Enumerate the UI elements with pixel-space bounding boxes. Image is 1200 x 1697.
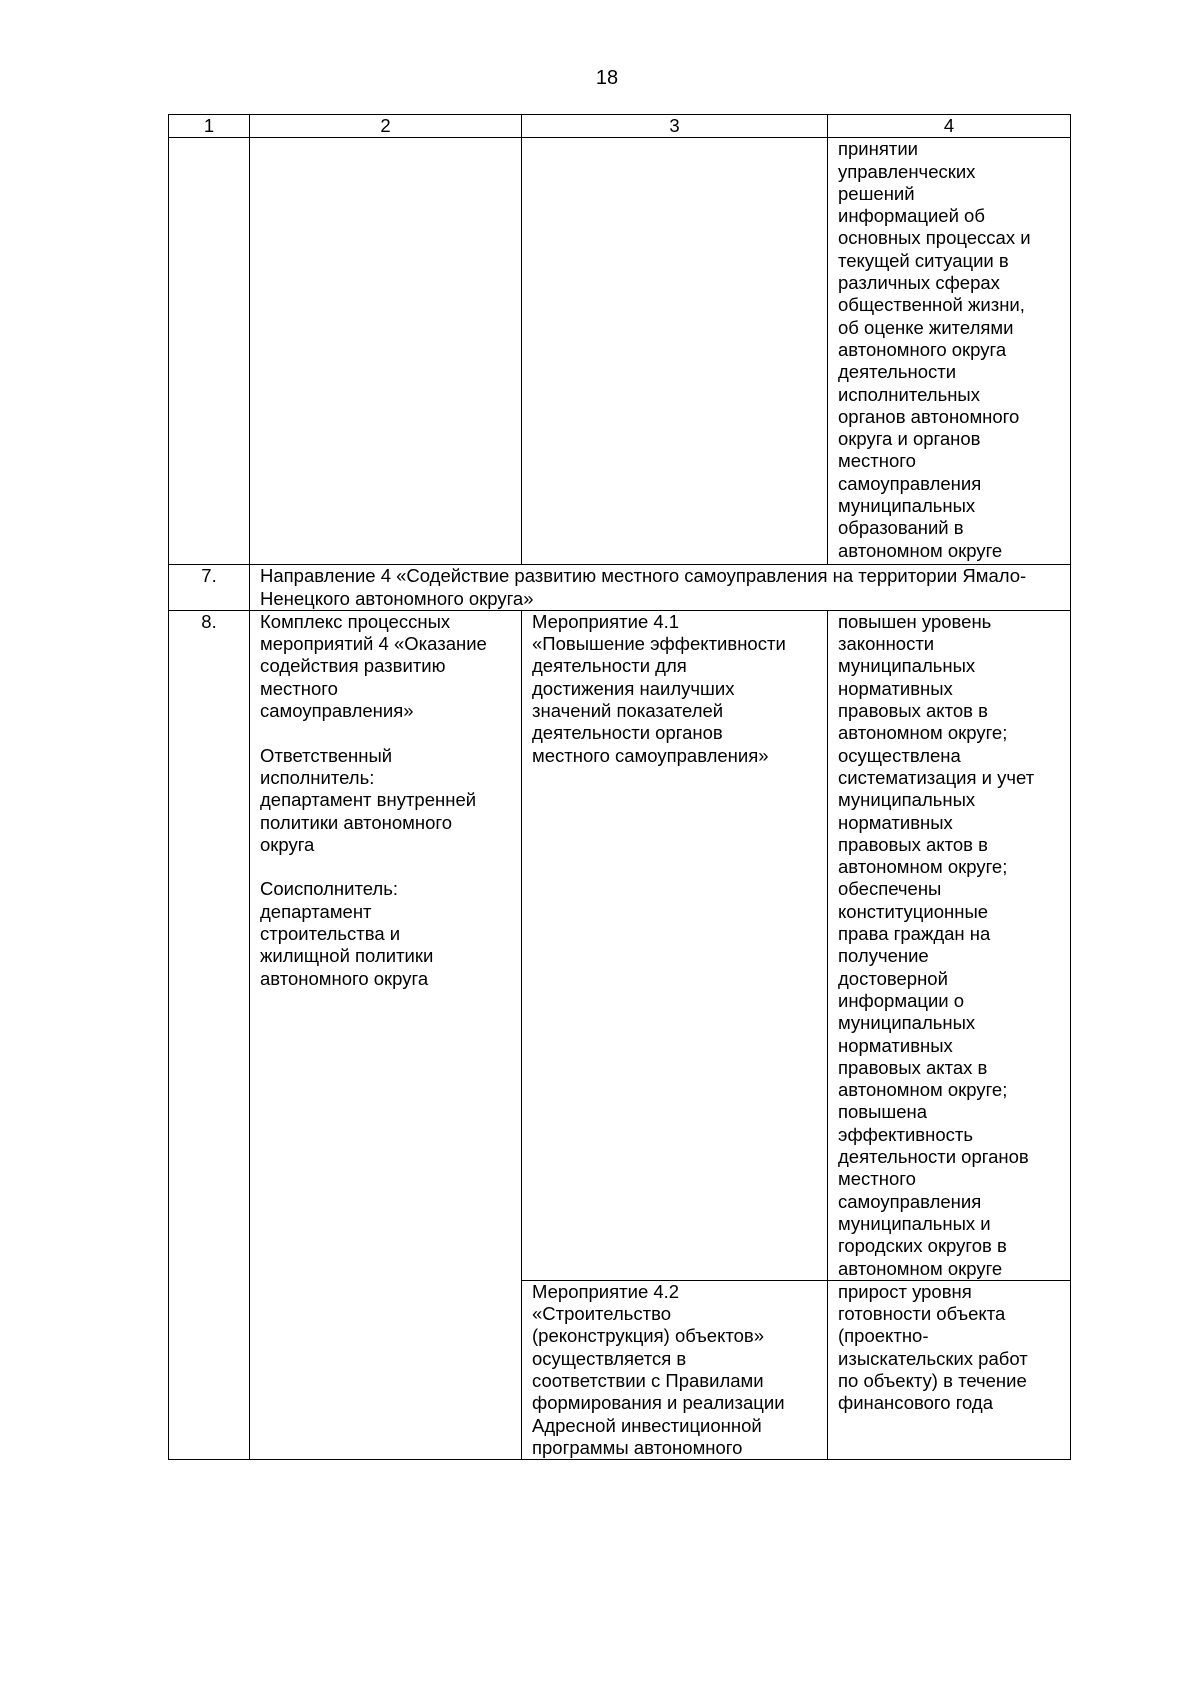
activity-4-2-title: Мероприятие 4.2 «Строительство (реконструкция) объектов» осуществляется в соответствии с Правилами формирования и реализации Адресной инвестиционной программы автономного bbox=[522, 1280, 828, 1459]
column-number-3: 3 bbox=[522, 115, 828, 138]
column-number-1: 1 bbox=[169, 115, 250, 138]
continuation-result-text: принятии управленческих решений информацией об основных процессах и текущей ситуации в различных сферах общественной жизни, об оценке жителями автономного округа деятельности исполнительных органов автономного округа и органов местного самоуправления муниципальных образований в автономном округе bbox=[828, 138, 1071, 565]
activity-4-1-result: повышен уровень законности муниципальных нормативных правовых актов в автономном округе; осуществлена систематизация и учет муниципальных нормативных правовых актов в автономном округе; обеспечены конституционные права граждан на получение достоверной информации о муниципальных нормативных правовых актах в автономном округе; повышена эффективность деятельности органов местного самоуправления муниципальных и городских округов в автономном округе bbox=[828, 610, 1071, 1280]
activity-4-2-result: прирост уровня готовности объекта (проектно- изыскательских работ по объекту) в течение финансового года bbox=[828, 1280, 1071, 1459]
table-row-continuation bbox=[169, 138, 1071, 565]
column-number-2: 2 bbox=[250, 115, 522, 138]
continuation-cell-3 bbox=[522, 138, 828, 565]
process-complex-description: Комплекс процессных мероприятий 4 «Оказание содействия развитию местного самоуправления» Ответственный исполнитель: департамент внутренней политики автономного округа Соисполнитель: департамент строительства и жилищной политики автономного округа bbox=[250, 610, 522, 1459]
page-number: 18 bbox=[595, 67, 619, 89]
direction-heading: Направление 4 «Содействие развитию местного самоуправления на территории Ямало-Ненецкого автономного округа» bbox=[250, 565, 1071, 611]
continuation-cell-1 bbox=[169, 138, 250, 565]
table-row-8 bbox=[169, 610, 1071, 1280]
continuation-cell-2 bbox=[250, 138, 522, 565]
table-row-7 bbox=[169, 565, 1071, 611]
measures-table bbox=[168, 114, 1071, 1460]
row-number-7: 7. bbox=[169, 565, 250, 611]
column-number-4: 4 bbox=[828, 115, 1071, 138]
row-number-8: 8. bbox=[169, 610, 250, 1459]
table-header-row bbox=[169, 115, 1071, 138]
activity-4-1-title: Мероприятие 4.1 «Повышение эффективности деятельности для достижения наилучших значений показателей деятельности органов местного самоуправления» bbox=[522, 610, 828, 1280]
